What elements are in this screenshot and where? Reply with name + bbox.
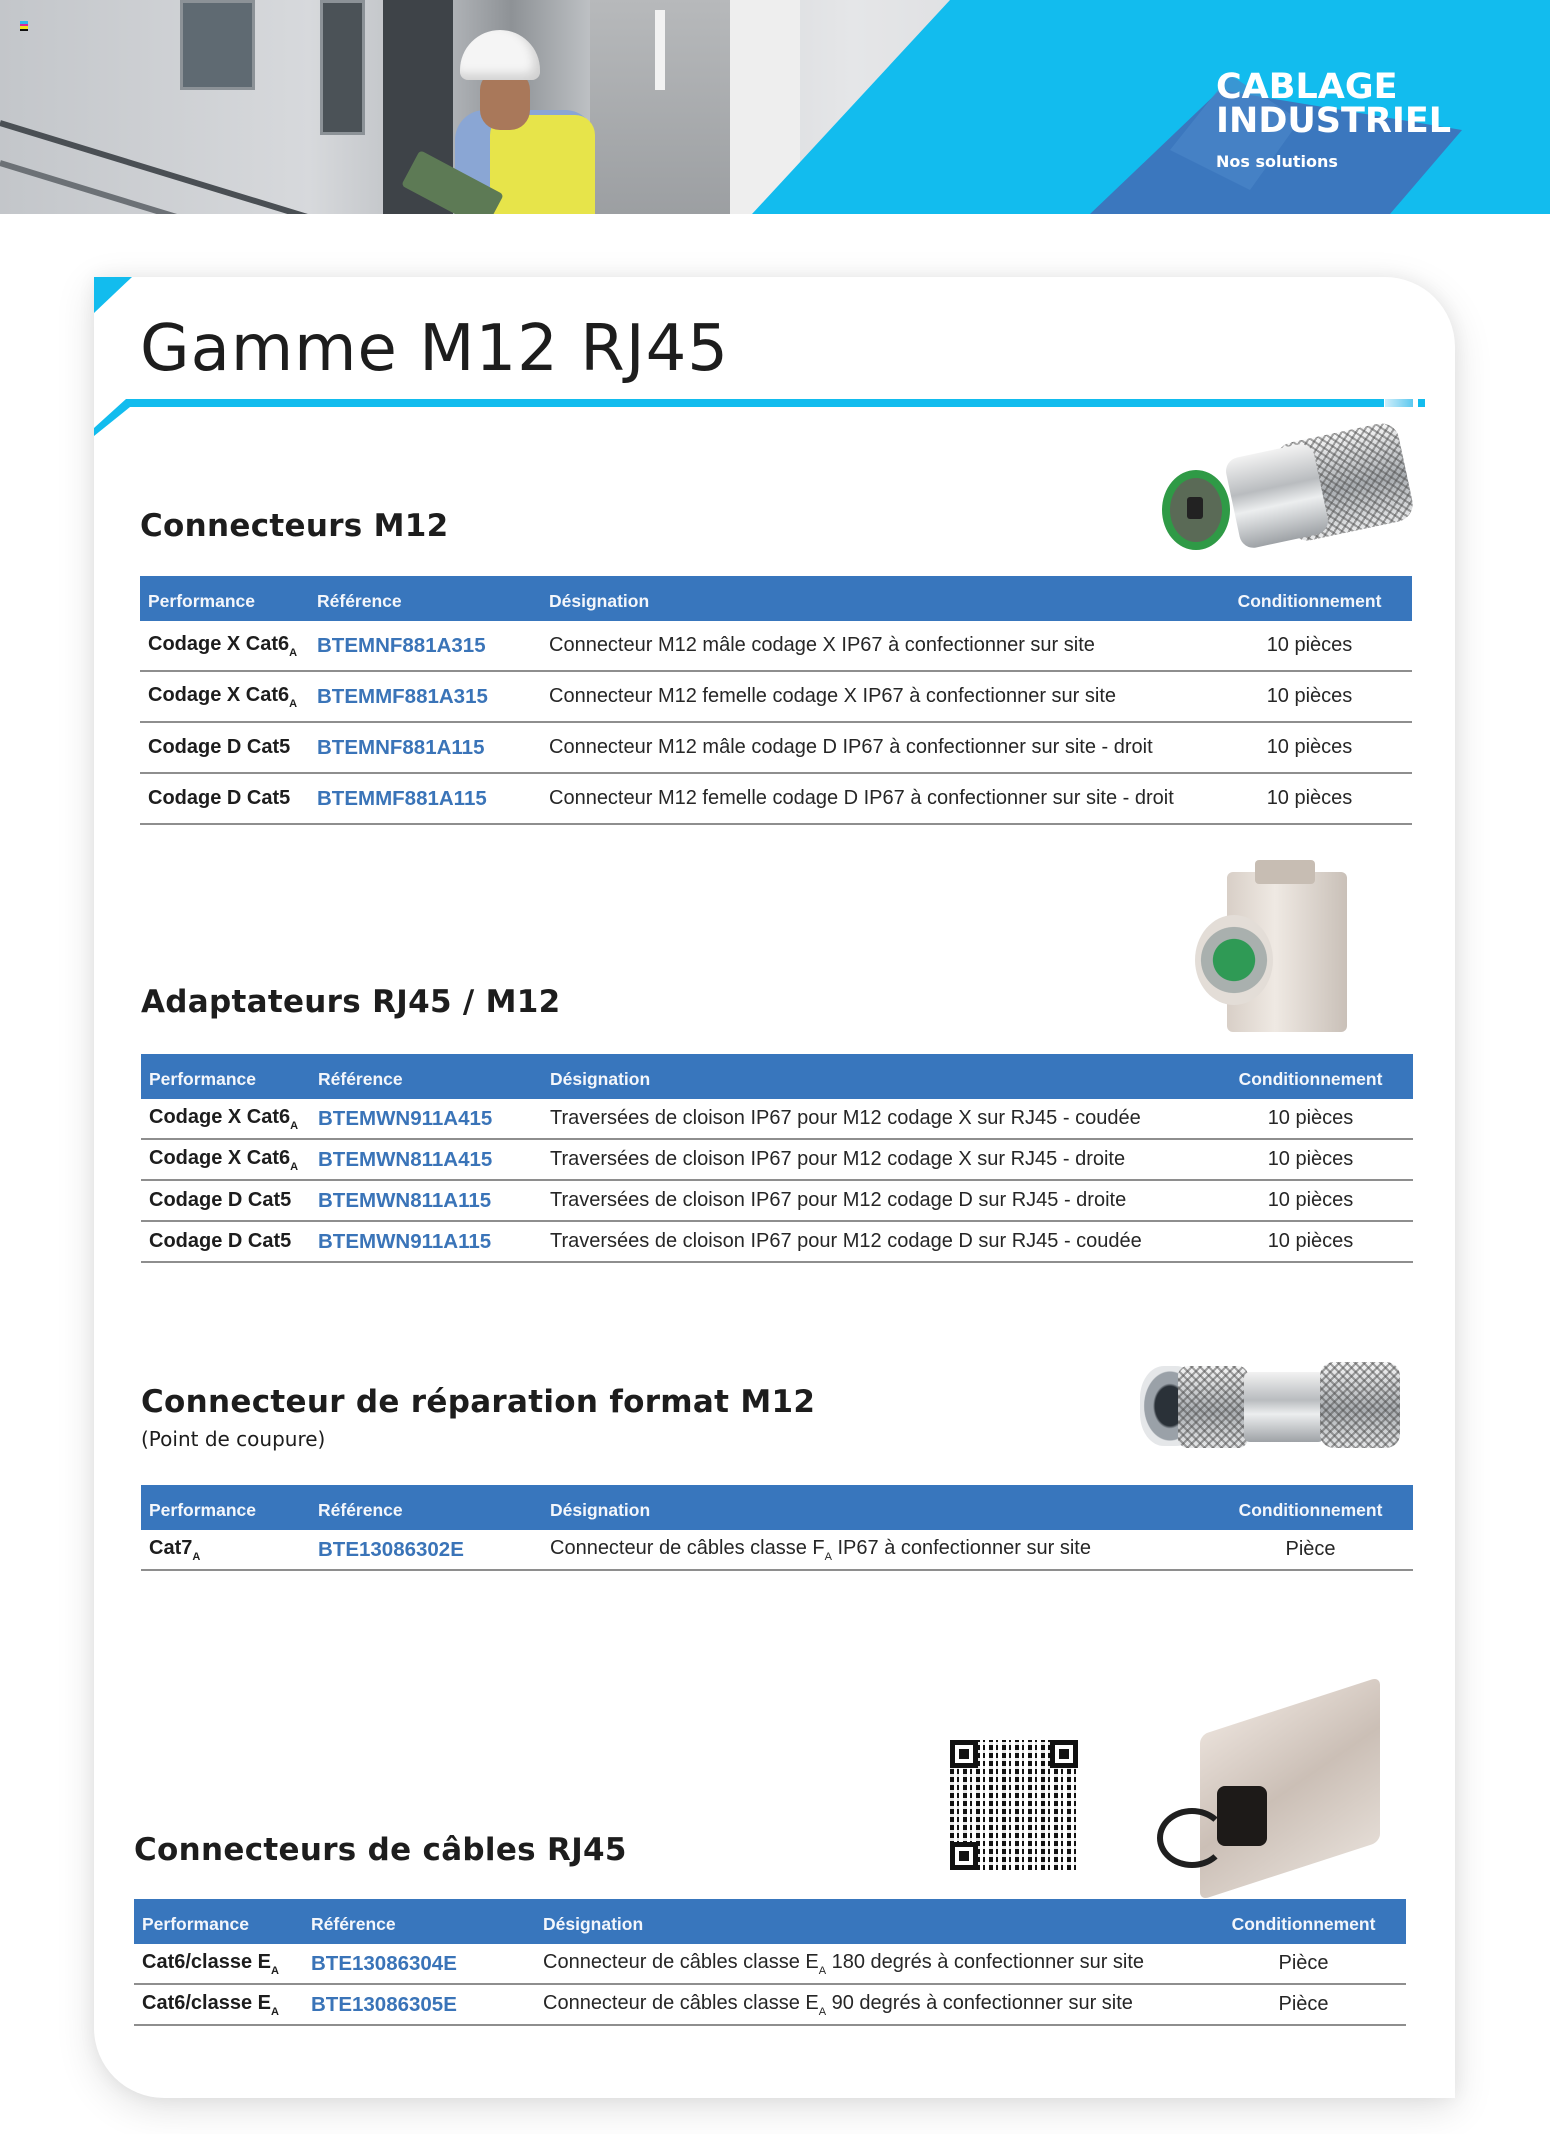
section-title-adaptateurs: Adaptateurs RJ45 / M12 — [141, 984, 561, 1020]
designation-cell: Traversées de cloison IP67 pour M12 codage D sur RJ45 - droite — [550, 1189, 1127, 1211]
rj45-cable-connector-image — [1155, 1688, 1405, 1878]
performance-cell: Codage X $Cat6_A$ — [148, 632, 298, 659]
packaging-cell: 10 pièces — [1266, 787, 1353, 809]
section-title-connecteurs-m12: Connecteurs M12 — [140, 508, 449, 544]
rj45-m12-adapter-image — [1195, 860, 1375, 1040]
designation-cell: Traversées de cloison IP67 pour M12 codage X sur RJ45 - coudée — [550, 1107, 1141, 1129]
performance-cell: Codage D Cat5 — [149, 1189, 292, 1211]
table-row — [141, 1099, 1413, 1140]
performance-cell: Cat6/classe $E_A$ — [142, 1991, 279, 2018]
performance-cell: Codage D Cat5 — [149, 1230, 292, 1252]
table-reparation — [141, 1485, 1413, 1571]
table-adaptateurs — [141, 1054, 1413, 1263]
packaging-cell: 10 pièces — [1266, 685, 1353, 707]
col-designation: Désignation — [550, 1500, 651, 1520]
table-row — [140, 774, 1412, 825]
designation-cell: Connecteur M12 femelle codage X IP67 à confectionner sur site — [549, 685, 1116, 707]
page-title: Gamme M12 RJ45 — [140, 312, 729, 386]
packaging-cell: 10 pièces — [1266, 634, 1353, 656]
m12-repair-connector-image — [1140, 1358, 1410, 1458]
designation-cell: Connecteur M12 mâle codage X IP67 à confectionner sur site — [549, 634, 1095, 656]
qr-code[interactable] — [950, 1740, 1078, 1870]
performance-cell: Codage X $Cat6_A$ — [149, 1146, 299, 1173]
designation-cell: Connecteur de câbles classe $E_A$ 180 degrés à confectionner sur site — [543, 1950, 1145, 1977]
packaging-cell: 10 pièces — [1266, 736, 1353, 758]
reference-link[interactable]: BTEMMF881A315 — [317, 684, 488, 708]
reference-link[interactable]: BTEMNF881A115 — [317, 735, 485, 759]
col-reference: Référence — [311, 1914, 396, 1934]
reference-link[interactable]: BTEMWN911A115 — [318, 1229, 492, 1253]
table-row — [141, 1140, 1413, 1181]
table-row — [140, 723, 1412, 774]
section-subtitle-point-de-coupure: (Point de coupure) — [141, 1427, 326, 1451]
col-designation: Désignation — [550, 1069, 651, 1089]
designation-cell: Traversées de cloison IP67 pour M12 codage X sur RJ45 - droite — [550, 1148, 1126, 1170]
reference-link[interactable]: BTEMNF881A315 — [317, 633, 486, 657]
table-header — [140, 576, 1412, 621]
col-performance: Performance — [149, 1500, 256, 1520]
col-reference: Référence — [318, 1500, 403, 1520]
banner-title-line2: INDUSTRIEL — [1216, 101, 1452, 141]
table-row — [141, 1181, 1413, 1222]
performance-cell: Codage D Cat5 — [148, 736, 291, 758]
reference-link[interactable]: BTE13086302E — [318, 1537, 464, 1561]
col-packaging: Conditionnement — [1238, 1069, 1383, 1089]
table-header — [141, 1485, 1413, 1530]
table-header — [141, 1054, 1413, 1099]
section-title-connecteurs-rj45: Connecteurs de câbles RJ45 — [134, 1832, 627, 1868]
performance-cell: Cat6/classe $E_A$ — [142, 1950, 279, 1977]
designation-cell: Connecteur de câbles classe $E_A$ 90 degrés à confectionner sur site — [543, 1991, 1133, 2018]
col-performance: Performance — [142, 1914, 249, 1934]
packaging-cell: 10 pièces — [1267, 1107, 1354, 1129]
packaging-cell: Pièce — [1278, 1993, 1329, 2015]
col-designation: Désignation — [543, 1914, 644, 1934]
table-connecteurs-rj45 — [134, 1899, 1406, 2026]
performance-cell: Codage X $Cat6_A$ — [148, 683, 298, 710]
col-performance: Performance — [148, 591, 255, 611]
reference-link[interactable]: BTEMMF881A115 — [317, 786, 487, 810]
packaging-cell: 10 pièces — [1267, 1230, 1354, 1252]
reference-link[interactable]: BTEMWN811A115 — [318, 1188, 492, 1212]
m12-connector-image — [1162, 422, 1427, 557]
packaging-cell: Pièce — [1285, 1538, 1336, 1560]
reference-link[interactable]: BTE13086304E — [311, 1951, 457, 1975]
section-title-reparation: Connecteur de réparation format M12 — [141, 1384, 816, 1420]
col-packaging: Conditionnement — [1231, 1914, 1376, 1934]
packaging-cell: Pièce — [1278, 1952, 1329, 1974]
banner-heading — [1216, 67, 1452, 171]
col-designation: Désignation — [549, 591, 650, 611]
table-row — [141, 1530, 1413, 1571]
table-connecteurs-m12 — [140, 576, 1412, 825]
table-row — [141, 1222, 1413, 1263]
packaging-cell: 10 pièces — [1267, 1148, 1354, 1170]
performance-cell: Codage D Cat5 — [148, 787, 291, 809]
col-packaging: Conditionnement — [1237, 591, 1382, 611]
table-header — [134, 1899, 1406, 1944]
reference-link[interactable]: BTEMWN811A415 — [318, 1147, 493, 1171]
banner-title-line1: CABLAGE — [1216, 67, 1398, 107]
col-performance: Performance — [149, 1069, 256, 1089]
col-reference: Référence — [317, 591, 402, 611]
performance-cell: $Cat7_A$ — [149, 1536, 201, 1563]
banner-subtitle: Nos solutions — [1216, 152, 1338, 171]
col-packaging: Conditionnement — [1238, 1500, 1383, 1520]
performance-cell: Codage X $Cat6_A$ — [149, 1105, 299, 1132]
designation-cell: Connecteur M12 femelle codage D IP67 à confectionner sur site - droit — [549, 787, 1174, 809]
reference-link[interactable]: BTEMWN911A415 — [318, 1106, 493, 1130]
designation-cell: Traversées de cloison IP67 pour M12 codage D sur RJ45 - coudée — [550, 1230, 1142, 1252]
title-underline-dot — [1418, 399, 1425, 407]
table-row — [140, 672, 1412, 723]
packaging-cell: 10 pièces — [1267, 1189, 1354, 1211]
reference-link[interactable]: BTE13086305E — [311, 1992, 457, 2016]
header-banner — [0, 0, 1550, 214]
designation-cell: Connecteur de câbles classe $F_A$ IP67 à confectionner sur site — [550, 1536, 1091, 1563]
designation-cell: Connecteur M12 mâle codage D IP67 à confectionner sur site - droit — [549, 736, 1153, 758]
table-row — [140, 621, 1412, 672]
table-row — [134, 1944, 1406, 1985]
col-reference: Référence — [318, 1069, 403, 1089]
title-underline-dash — [1385, 399, 1413, 407]
table-row — [134, 1985, 1406, 2026]
